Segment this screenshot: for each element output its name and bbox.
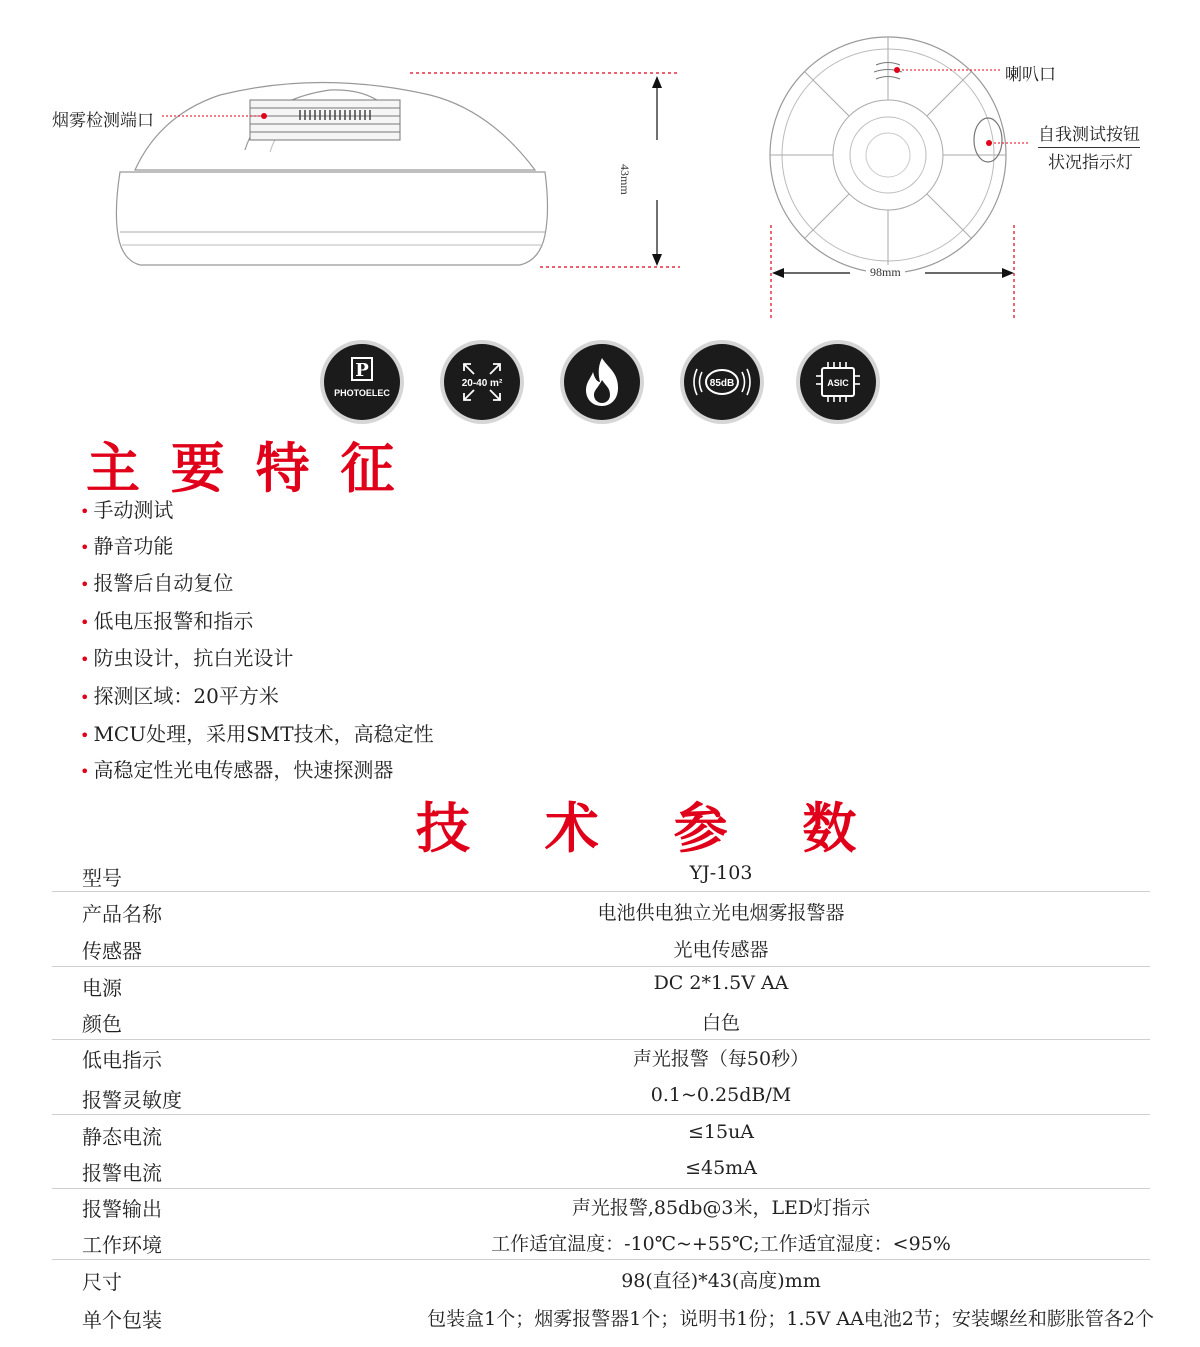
spec-row-model: 型号 YJ-103 (82, 862, 753, 890)
feature-item: • 防虫设计，抗白光设计 (80, 646, 294, 670)
feature-item: • 高稳定性光电传感器，快速探测器 (80, 758, 394, 782)
photoelectric-icon (324, 344, 400, 420)
photoelec-text: PHOTOELEC (334, 388, 390, 398)
feature-badges (320, 340, 880, 424)
fire-badge (560, 340, 644, 424)
feature-item: • 手动测试 (80, 498, 174, 522)
spec-row-package: 单个包装 包装盒1个；烟雾报警器1个；说明书1份；1.5V AA电池2节；安装螺丝和膨胀管各2个 (82, 1308, 1154, 1332)
feature-item: • MCU处理，采用SMT技术，高稳定性 (80, 722, 434, 746)
spec-row-environment: 工作环境 工作适宜温度：-10℃~+55℃;工作适宜湿度：<95% (82, 1233, 951, 1257)
feature-item: • 报警后自动复位 (80, 571, 234, 595)
speaker-callout: 喇叭口 (1005, 65, 1056, 85)
spec-row-alarm-output: 报警输出 声光报警,85db@3米，LED灯指示 (82, 1197, 871, 1221)
asic-text: ASIC (827, 378, 849, 388)
divider (52, 966, 1150, 967)
test-button-callout: 自我测试按钮 (1038, 120, 1140, 148)
sound-85db-icon (684, 344, 760, 420)
area-text: 20-40 m² (461, 378, 503, 389)
area-badge (440, 340, 524, 424)
features-heading: 主 要 特 征 (86, 437, 401, 500)
feature-item: • 低电压报警和指示 (80, 609, 254, 633)
spec-row-standby-current: 静态电流 ≤15uA (82, 1121, 755, 1149)
divider (52, 891, 1150, 892)
divider (52, 1114, 1150, 1115)
area-arrows-icon (444, 344, 520, 420)
spec-row-color: 颜色 白色 (82, 1012, 740, 1036)
status-led-callout: 状况指示灯 (1048, 153, 1133, 173)
height-dimension-label: 43mm (617, 160, 632, 199)
diameter-dimension-label: 98mm (866, 265, 905, 280)
asic-badge (796, 340, 880, 424)
spec-row-dimensions: 尺寸 98(直径)*43(高度)mm (82, 1270, 821, 1294)
spec-row-product-name: 产品名称 电池供电独立光电烟雾报警器 (82, 902, 845, 926)
feature-item: • 探测区域：20平方米 (80, 684, 279, 708)
spec-row-power: 电源 DC 2*1.5V AA (82, 972, 789, 1000)
sound-badge (680, 340, 764, 424)
spec-row-alarm-current: 报警电流 ≤45mA (82, 1157, 757, 1185)
spec-row-sensor: 传感器 光电传感器 (82, 939, 769, 963)
side-view-drawing (100, 60, 700, 280)
spec-row-low-battery: 低电指示 声光报警（每50秒） (82, 1048, 810, 1072)
specs-heading: 技 术 参 数 (416, 797, 885, 860)
smoke-port-callout: 烟雾检测端口 (52, 111, 154, 131)
photoelectric-badge (320, 340, 404, 424)
flame-icon (564, 344, 640, 420)
asic-chip-icon (800, 344, 876, 420)
spec-row-sensitivity: 报警灵敏度 0.1~0.25dB/M (82, 1084, 792, 1112)
db-text: 85dB (709, 378, 735, 389)
svg-text:P: P (355, 360, 369, 381)
feature-item: • 静音功能 (80, 534, 174, 558)
divider (52, 1259, 1150, 1260)
